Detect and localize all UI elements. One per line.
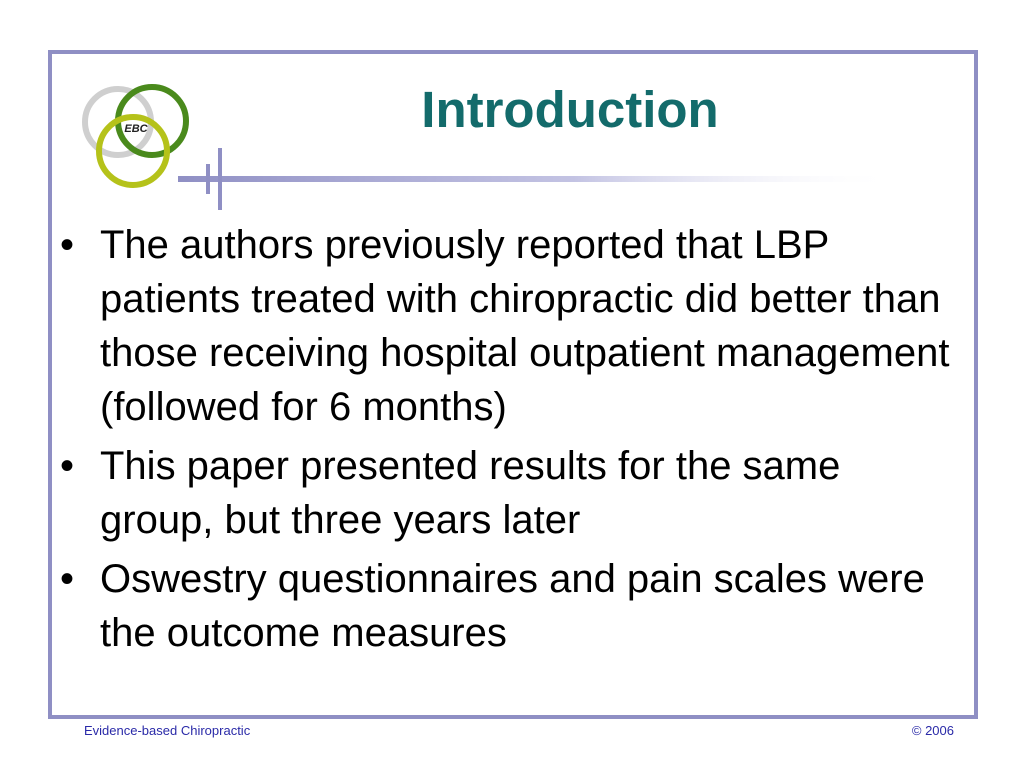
slide-title: Introduction	[421, 81, 719, 138]
bullet-marker: •	[60, 223, 75, 267]
bullet-item	[56, 439, 962, 547]
bullet-item	[56, 218, 962, 434]
bullet-text: Oswestry questionnaires and pain scales were the outcome measures	[100, 557, 925, 655]
bullet-text: The authors previously reported that LBP patients treated with chiropractic did better than those receiving hospital outpatient management (followed for 6 months)	[100, 223, 950, 429]
bullet-marker: •	[60, 557, 75, 601]
bullet-text: This paper presented results for the same group, but three years later	[100, 444, 841, 542]
footer-left-text: Evidence-based Chiropractic	[84, 723, 251, 738]
bullet-marker: •	[60, 444, 75, 488]
title-rule	[178, 148, 898, 218]
bullet-list	[56, 218, 962, 665]
logo-text: EBC	[124, 123, 148, 135]
bullet-item	[56, 552, 962, 660]
footer-copyright: © 2006	[911, 723, 954, 738]
